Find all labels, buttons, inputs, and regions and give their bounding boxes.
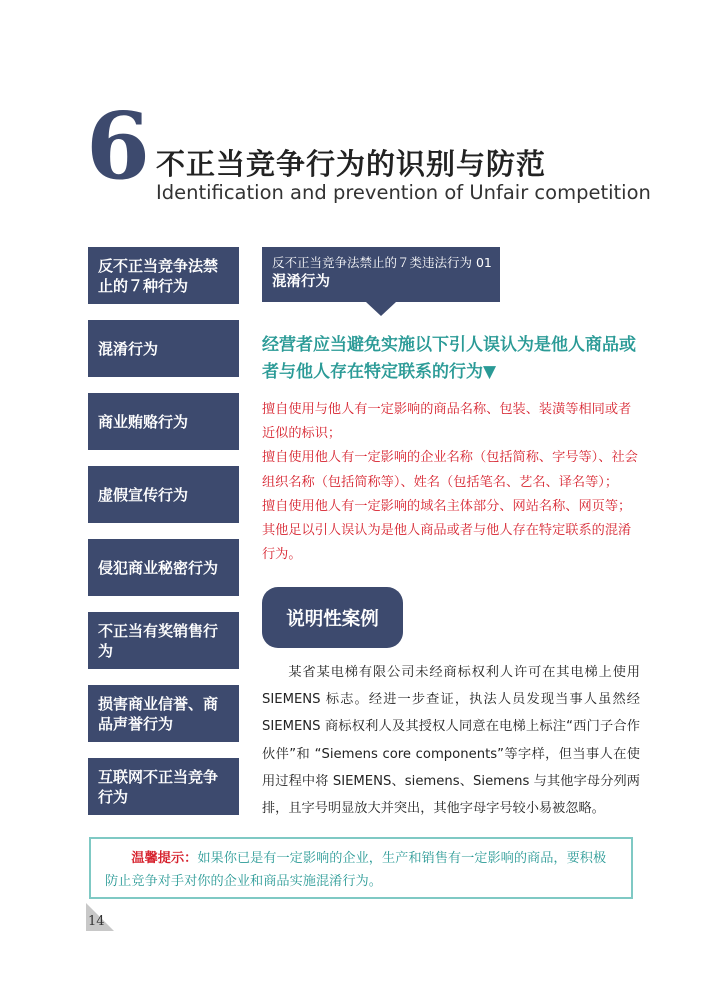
sidebar-item-prize-sales[interactable] [88, 612, 239, 669]
banner-title: 混淆行为 [272, 274, 330, 290]
sidebar-item-label: 侵犯商业秘密行为 [98, 558, 219, 577]
page-number: 14 [88, 914, 105, 929]
prohibited-acts-list [262, 398, 642, 567]
sidebar-item-label: 混淆行为 [98, 339, 159, 358]
case-badge: 说明性案例 [262, 587, 403, 648]
sidebar-item-label: 互联网不正当竞争行为 [98, 767, 219, 806]
tip-text: 如果你已是有一定影响的企业，生产和销售有一定影响的商品，要积极防止竞争对手对你的企业和商品实施混淆行为。 [105, 851, 607, 889]
banner-subtitle: 反不正当竞争法禁止的７类违法行为 01 [272, 255, 492, 270]
sidebar-item-reputation[interactable] [88, 685, 239, 742]
sidebar-item-overview[interactable] [88, 247, 239, 304]
section-banner [262, 247, 500, 302]
sidebar-item-internet[interactable] [88, 758, 239, 815]
list-item: 擅自使用他人有一定影响的企业名称（包括简称、字号等）、社会组织名称（包括简称等）、姓名（包括笔名、艺名、译名等）； [262, 450, 638, 490]
page-subtitle-en: Identification and prevention of Unfair competition [156, 181, 651, 204]
tip-label: 温馨提示： [131, 851, 198, 866]
list-item: 擅自使用他人有一定影响的域名主体部分、网站名称、网页等； [262, 498, 632, 514]
sidebar-item-label: 损害商业信誉、商品声誉行为 [98, 694, 219, 733]
page-title: 不正当竞争行为的识别与防范 [156, 147, 547, 181]
list-item: 其他足以引人误认为是他人商品或者与他人存在特定联系的混淆行为。 [262, 523, 632, 563]
chapter-number: 6 [86, 92, 151, 200]
case-paragraph: 某省某电梯有限公司未经商标权利人许可在其电梯上使用SIEMENS 标志。经进一步查证，执法人员发现当事人虽然经SIEMENS 商标权利人及其授权人同意在电梯上标注“西门子合作伙伴”和 “Siemens core components”等字样，但当事人在使用过程中将 SIEMENS、siemens、Siemens 与其他字母分列两排，且字号明显放大并突出，其他字母字号较小易被忽略。 [262, 665, 640, 817]
intro-text: 经营者应当避免实施以下引人误认为是他人商品或者与他人存在特定联系的行为▼ [262, 335, 636, 382]
list-item: 擅自使用与他人有一定影响的商品名称、包装、装潢等相同或者近似的标识； [262, 402, 632, 442]
banner-pointer-icon [366, 302, 396, 316]
tip-box [89, 837, 633, 899]
sidebar-item-label: 反不正当竞争法禁止的７种行为 [98, 256, 219, 295]
sidebar-item-label: 商业贿赂行为 [98, 412, 189, 431]
sidebar-item-confusion[interactable] [88, 320, 239, 377]
sidebar-item-false-advertising[interactable] [88, 466, 239, 523]
sidebar-item-label: 不正当有奖销售行为 [98, 621, 219, 660]
sidebar-item-label: 虚假宣传行为 [98, 485, 189, 504]
sidebar-item-trade-secrets[interactable] [88, 539, 239, 596]
sidebar-item-bribery[interactable] [88, 393, 239, 450]
